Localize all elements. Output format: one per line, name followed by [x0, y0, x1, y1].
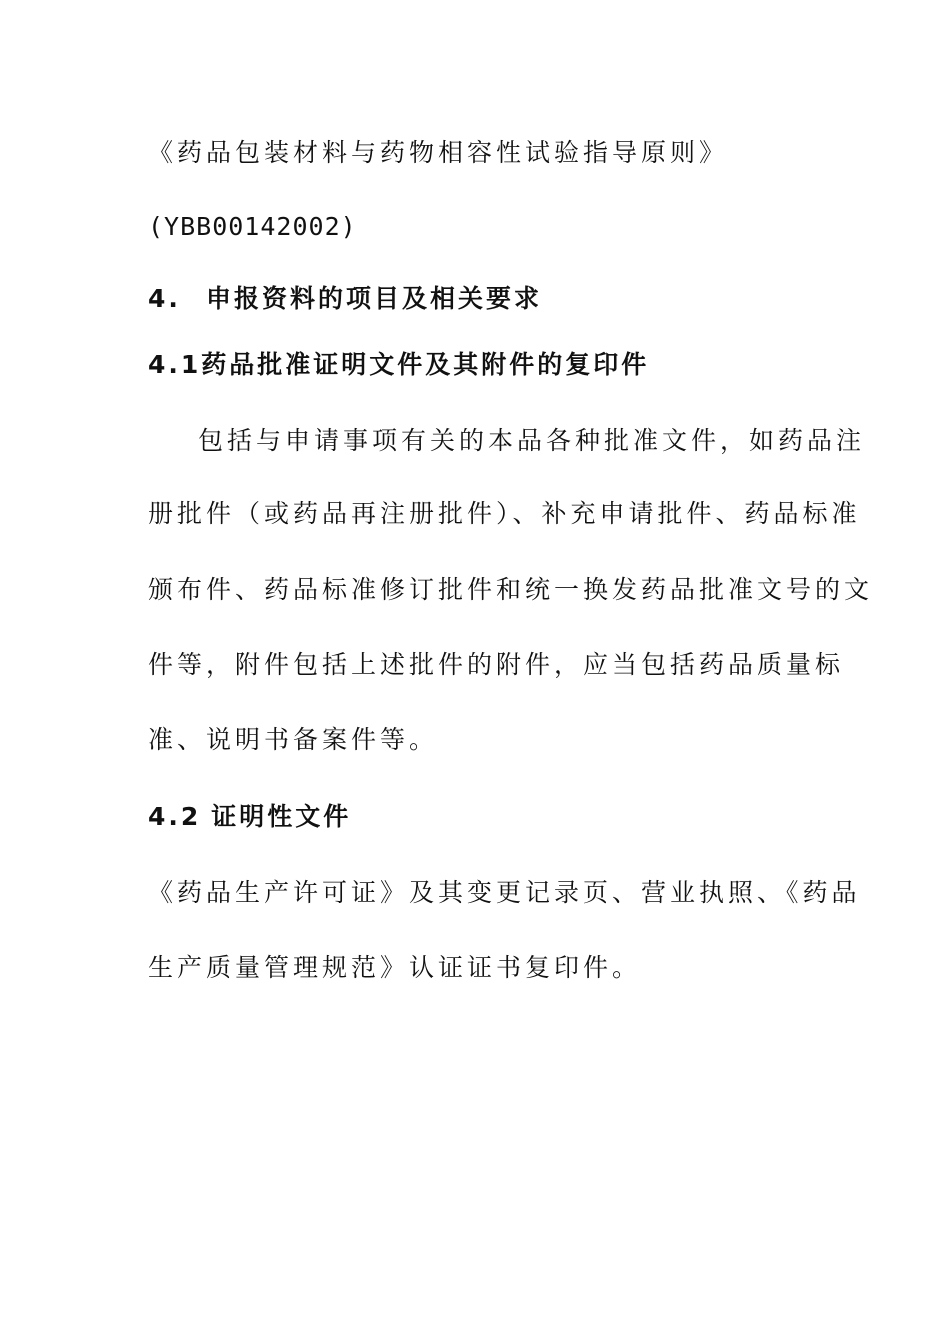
section-4-1-title: 药品批准证明文件及其附件的复印件 [201, 350, 650, 379]
section-4-2-paragraph-line: 《药品生产许可证》及其变更记录页、营业执照、《药品 [148, 878, 861, 907]
section-4-1-paragraph-line: 准、说明书备案件等。 [148, 725, 439, 754]
section-4-2-heading [148, 800, 351, 834]
section-4-1-paragraph-line: 颁布件、药品标准修订批件和统一换发药品批准文号的文 [148, 575, 874, 604]
section-4-1-number: 4.1 [148, 350, 202, 379]
section-4-1-paragraph-line: 包括与申请事项有关的本品各种批准文件，如药品注 [198, 426, 866, 455]
section-4-1-paragraph-line: 册批件（或药品再注册批件）、补充申请批件、药品标准 [148, 499, 861, 528]
section-4-1-heading [148, 348, 649, 382]
section-4-2-paragraph-line: 生产质量管理规范》认证证书复印件。 [148, 953, 642, 982]
section-4-heading [148, 282, 542, 316]
reference-code: (YBB00142002) [148, 212, 357, 241]
section-4-2-number: 4.2 [148, 802, 202, 831]
section-4-1-paragraph-line: 件等，附件包括上述批件的附件，应当包括药品质量标 [148, 650, 845, 679]
section-4-number: 4. [148, 284, 181, 313]
section-4-title: 申报资料的项目及相关要求 [206, 284, 543, 313]
reference-title: 《药品包装材料与药物相容性试验指导原则》 [148, 138, 729, 167]
section-4-2-title: 证明性文件 [211, 802, 352, 831]
